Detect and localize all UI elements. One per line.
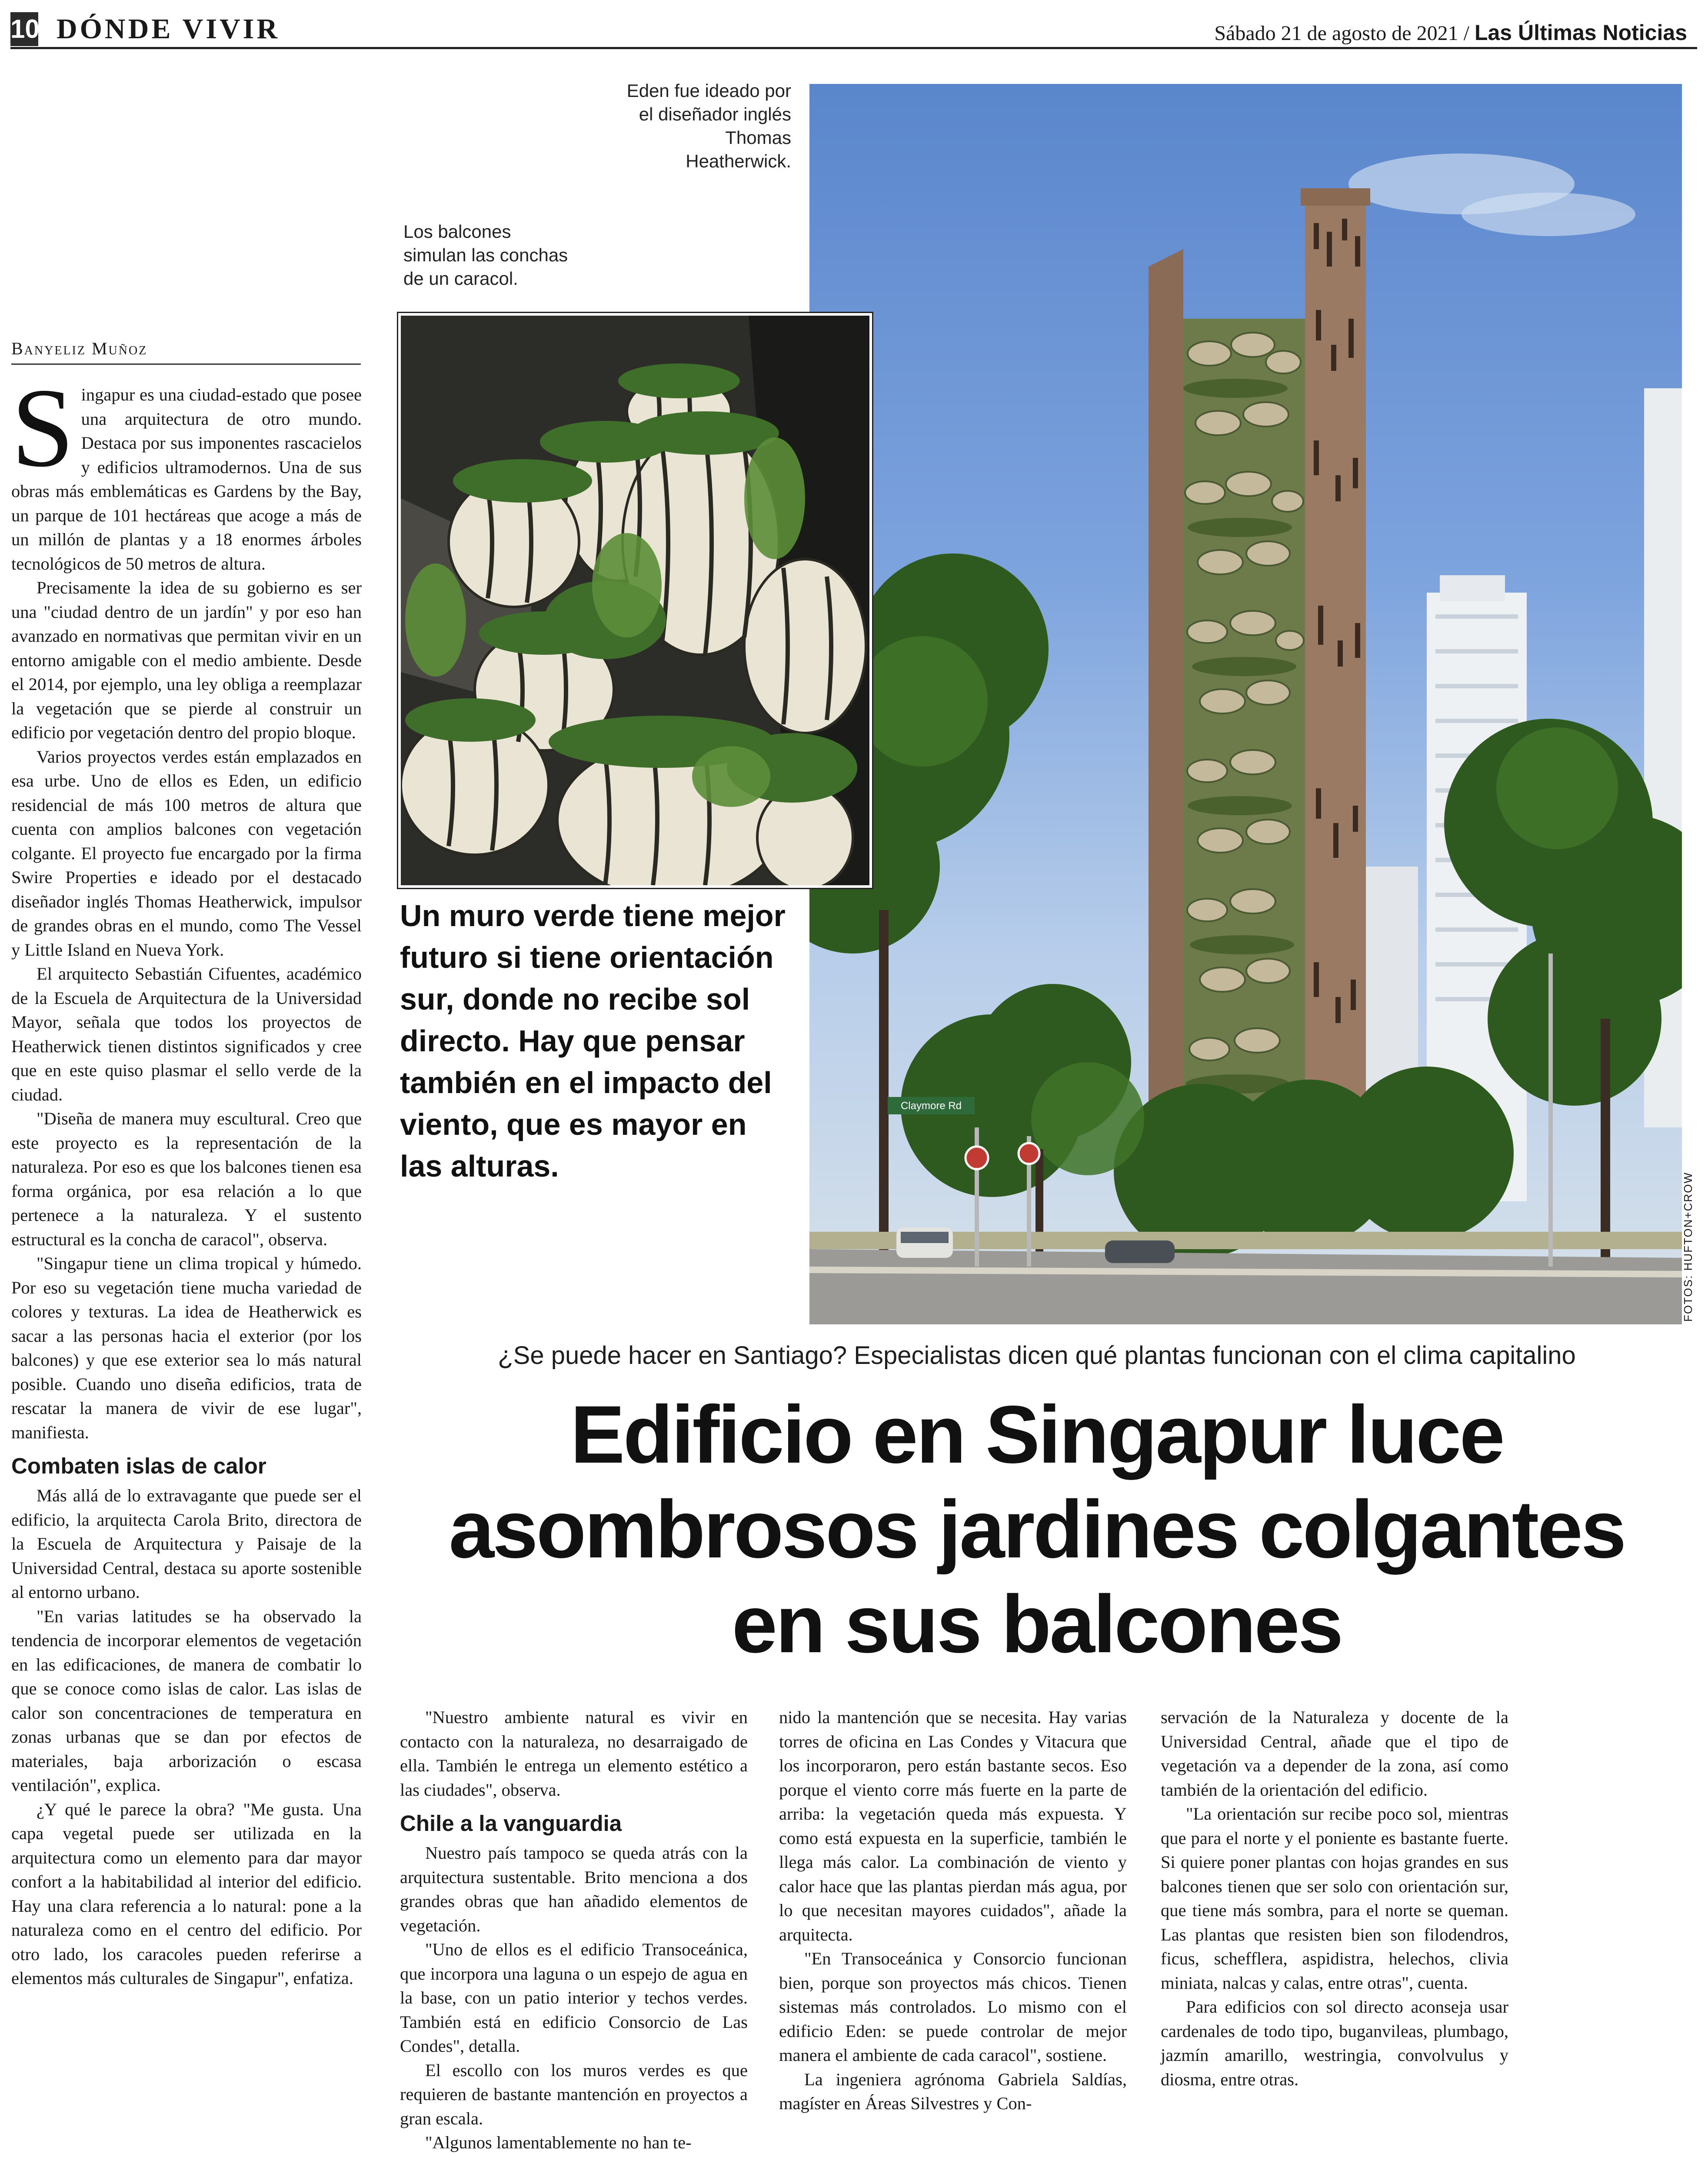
masthead-rule [10, 47, 1697, 49]
paragraph: nido la mantención que se necesita. Hay varias torres de oficina en Las Condes y Vitacura que los incorporaron, pero están bastante secos. Eso porque el viento corre más fuerte en la parte de arriba: la vegetación queda más expuesta. Y como está expuesta en la superficie, también le llega más calor. La combinación de viento y calor hace que las plantas pierdan más agua, por lo que necesitan mayores cuidados", añade la arquitecta. [779, 1707, 1127, 1944]
subheading: Chile a la vanguardia [400, 1811, 622, 1836]
paragraph: "Algunos lamentablemente no han te- [425, 2133, 692, 2152]
paragraph: "En Transoceánica y Consorcio funcionan bien, porque son proyectos más chicos. Tienen sistemas más controlados. Lo mismo con el edificio Eden: se puede controlar de mejor manera el ambiente de cada caracol", sostiene. [779, 1949, 1127, 2065]
photo-credit: FOTOS: HUFTON+CROW [1681, 1172, 1695, 1322]
paragraph: El arquitecto Sebastián Cifuentes, académico de la Escuela de Arquitectura de la Universidad Mayor, señala que todos los proyectos de Heatherwick tienen distintos significados y cree que en este quiso plasmar el sello verde de la ciudad. [11, 964, 362, 1104]
page-number: 10 [10, 12, 38, 46]
eden-tower-photo [809, 84, 1682, 1324]
subheading: Combaten islas de calor [11, 1454, 266, 1478]
paragraph: El escollo con los muros verdes es que requieren de bastante mantención en proyectos a gran escala. [400, 2060, 748, 2128]
paragraph: "Nuestro ambiente natural es vivir en contacto con la naturaleza, no desarraigado de ella. También le entrega un elemento estético a las ciudades", observa. [400, 1707, 748, 1800]
dateline [1214, 17, 1687, 49]
paragraph: Precisamente la idea de su gobierno es ser una "ciudad dentro de un jardín" y por eso han avanzado en normativas que permitan vivir en un entorno amigable con el medio ambiente. Desde el 2014, por ejemplo, una ley obliga a reemplazar la vegetación que se pierde al construir un edificio por vegetación dentro del propio bloque. [11, 578, 362, 742]
kicker: ¿Se puede hacer en Santiago? Especialistas dicen qué plantas funcionan con el clima capitalino [498, 1341, 1576, 1370]
byline: Banyeliz Muñoz [11, 339, 148, 358]
pull-quote: Un muro verde tiene mejor futuro si tiene orientación sur, donde no recibe sol directo. Hay que pensar también en el impacto del viento, que es mayor en las alturas. [400, 899, 786, 1183]
paragraph: La ingeniera agrónoma Gabriela Saldías, magíster en Áreas Silvestres y Con- [779, 2069, 1127, 2113]
caption-eden: Eden fue ideado por el diseñador inglés Thomas Heatherwick. [626, 80, 791, 171]
issue-date: Sábado 21 de agosto de 2021 / [1214, 22, 1469, 45]
paragraph: "Singapur tiene un clima tropical y húmedo. Por eso su vegetación tiene mucha variedad de colores y texturas. La idea de Heatherwick es sacar a las personas hacia el exterior (por los balcones) y que ese exterior sea lo más natural posible. Cuando uno diseña edificios, trata de rescatar la manera de vivir de ese lugar", manifiesta. [11, 1254, 362, 1442]
paragraph: Varios proyectos verdes están emplazados en esa urbe. Uno de ellos es Eden, un edificio residencial de más 100 metros de altura que cuenta con amplios balcones con vegetación colgante. El proyecto fue encargado por la firma Swire Properties e ideado por el destacado diseñador inglés Thomas Heatherwick, impulsor de grandes obras en el mundo, como The Vessel y Little Island en Nueva York. [11, 747, 362, 960]
paragraph: Singapur es una ciudad-estado que posee una arquitectura de otro mundo. Destaca por sus imponentes rascacielos y edificios ultramodernos. Una de sus obras más emblemáticas es Gardens by the Bay, un parque de 101 hectáreas que acoge a más de un millón de plantas y a 18 enormes árboles tecnológicos de 50 metros de altura. [11, 365, 362, 573]
paragraph: Para edificios con sol directo aconseja usar cardenales de todo tipo, buganvileas, plumbago, jazmín amarillo, westringia, convolvulus y diosma, entre otras. [1161, 1997, 1508, 2089]
headline: Edificio en Singapur luce asombrosos jardines colgantes en sus balcones [449, 1389, 1625, 1670]
article-column-2 [400, 1705, 748, 2155]
newspaper-name: Las Últimas Noticias [1474, 20, 1687, 45]
paragraph: Más allá de lo extravagante que puede ser el edificio, la arquitecta Carola Brito, directora de la Escuela de Arquitectura y Paisaje de la Universidad Central, destaca su aporte sostenible al entorno urbano. [11, 1486, 362, 1602]
paragraph: "La orientación sur recibe poco sol, mientras que para el norte y el poniente es bastante fuerte. Si quiere poner plantas con hojas grandes en sus balcones tienen que ser solo con orientación sur, que tiene más sombra, para el norte se queman. Las plantas que resisten bien son filodendros, ficus, schefflera, aspidistra, helechos, clivia miniata, nalcas y calas, entre otras", cuenta. [1161, 1804, 1508, 1993]
balconies-illustration [401, 316, 869, 885]
article-column-4 [1161, 1705, 1508, 2091]
paragraph: ¿Y qué le parece la obra? "Me gusta. Una capa vegetal puede ser utilizada en la arquitectura como un elemento para dar mayor confort a la habitabilidad al interior del edificio. Hay una clara referencia a lo natural: pone a la naturaleza como en el centro del edificio. Por otro lado, los caracoles pueden referirse a elementos más culturales de Singapur", enfatiza. [11, 1799, 362, 1988]
street-sign: Claymore Rd [900, 1100, 962, 1112]
paragraph: servación de la Naturaleza y docente de la Universidad Central, añade que el tipo de vegetación va a depender de la zona, así como también de la orientación del edificio. [1161, 1707, 1508, 1800]
paragraph: "Uno de ellos es el edificio Transoceánica, que incorpora una laguna o un espejo de agua en la base, con un patio interior y techos verdes. También está en edificio Consorcio de Las Condes", detalla. [400, 1940, 748, 2056]
drop-cap: S [11, 365, 74, 490]
byline-rule [11, 363, 361, 365]
paragraph: "En varias latitudes se ha observado la tendencia de incorporar elementos de vegetación en las edificaciones, de manera de combatir lo que se conoce como islas de calor. Las islas de calor son concentraciones de temperatura en zonas urbanas que se dan por efectos de materiales, baja arborización o escasa ventilación", explica. [11, 1606, 362, 1795]
paragraph: Nuestro país tampoco se queda atrás con la arquitectura sustentable. Brito menciona a dos grandes obras que han añadido elementos de vegetación. [400, 1843, 748, 1935]
article-column-1 [11, 365, 362, 1990]
balconies-photo [398, 313, 872, 888]
article-column-3 [779, 1705, 1127, 2116]
eden-tower-illustration [809, 84, 1682, 1324]
caption-balcones: Los balcones simulan las conchas de un caracol. [403, 221, 568, 289]
paragraph: "Diseña de manera muy escultural. Creo que este proyecto es la representación de la naturaleza. Por eso es que los balcones tienen esa forma orgánica, por esa relación a lo que pertenece a la naturaleza. Y el sustento estructural es la concha de caracol", observa. [11, 1109, 362, 1249]
section-title: DÓNDE VIVIR [57, 13, 280, 45]
